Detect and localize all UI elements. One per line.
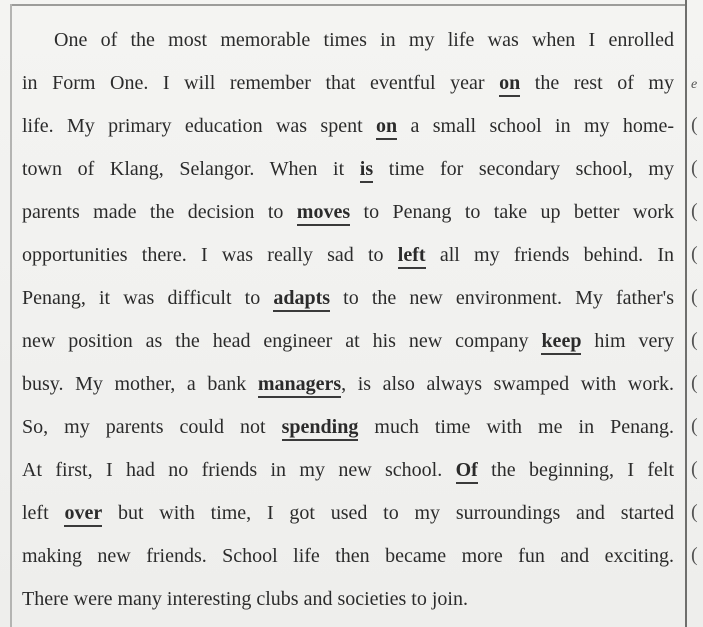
answer-blank-mark: ( [691, 372, 698, 394]
answer-blank-mark: ( [691, 200, 698, 222]
passage-line [22, 449, 674, 492]
underlined-error-word: spending [282, 416, 359, 441]
passage-text: new position as the head engineer at his new company [22, 330, 542, 352]
answer-blank-mark: ( [691, 157, 698, 179]
passage-text: him very [581, 330, 674, 352]
passage-text: At first, I had no friends in my new school. [22, 459, 456, 481]
underlined-error-word: is [360, 158, 373, 183]
passage-text: town of Klang, Selangor. When it [22, 158, 360, 180]
passage-text: all my friends behind. In [425, 244, 674, 266]
underlined-error-word: over [64, 502, 102, 527]
passage-text: much time with me in Penang. [358, 416, 674, 438]
passage-line [22, 406, 674, 449]
page-top-border [10, 4, 686, 6]
underlined-error-word: on [376, 115, 397, 140]
passage-text: One of the most memorable times in my life was when I enrolled [54, 29, 674, 51]
answer-blank-mark: ( [691, 501, 698, 523]
passage-line [22, 535, 674, 578]
passage-line [22, 320, 674, 363]
passage-line [22, 363, 674, 406]
underlined-error-word: moves [297, 201, 350, 226]
underlined-error-word: keep [541, 330, 581, 355]
passage-line [22, 277, 674, 320]
answer-blank-mark: ( [691, 286, 698, 308]
passage-line [22, 19, 674, 62]
passage-text: Penang, it was difficult to [22, 287, 274, 309]
answer-column-margin [689, 0, 703, 627]
passage-text: left [22, 502, 65, 524]
underlined-error-word: managers [258, 373, 341, 398]
passage-text: life. My primary education was spent [22, 115, 377, 137]
passage-text: There were many interesting clubs and societies to join. [22, 588, 468, 610]
underlined-error-word: Of [456, 459, 478, 484]
underlined-error-word: on [499, 72, 520, 97]
passage-line [22, 234, 674, 277]
passage-text: the beginning, I felt [477, 459, 675, 481]
passage-text: time for secondary school, my [373, 158, 674, 180]
passage-line [22, 105, 674, 148]
passage-line [22, 578, 674, 621]
passage-line [22, 191, 674, 234]
answer-blank-mark: ( [691, 329, 698, 351]
passage-text: making new friends. School life then became more fun and exciting. [22, 545, 674, 567]
passage-text: to the new environment. My father's [330, 287, 674, 309]
passage-text: but with time, I got used to my surroundings and started [102, 502, 675, 524]
answer-blank-mark: ( [691, 544, 698, 566]
answer-blank-mark: ( [691, 415, 698, 437]
passage-text: busy. My mother, a bank [22, 373, 258, 395]
passage-text: to Penang to take up better work [350, 201, 674, 223]
passage-text: opportunities there. I was really sad to [22, 244, 398, 266]
passage-line [22, 492, 674, 535]
answer-blank-mark: e [691, 77, 698, 92]
passage-text: in Form One. I will remember that eventful year [22, 72, 500, 94]
answer-blank-mark: ( [691, 458, 698, 480]
passage-text: parents made the decision to [22, 201, 297, 223]
page-left-border [10, 4, 12, 627]
passage-line [22, 148, 674, 191]
passage-text: a small school in my home- [397, 115, 674, 137]
underlined-error-word: adapts [273, 287, 330, 312]
underlined-error-word: left [398, 244, 426, 269]
answer-column-divider [685, 0, 687, 627]
error-identification-passage [22, 19, 674, 621]
answer-blank-mark: ( [691, 243, 698, 265]
passage-text: the rest of my [520, 72, 674, 94]
passage-line [22, 62, 674, 105]
passage-text: , is also always swamped with work. [341, 373, 674, 395]
answer-blank-mark: ( [691, 114, 698, 136]
passage-text: So, my parents could not [22, 416, 282, 438]
